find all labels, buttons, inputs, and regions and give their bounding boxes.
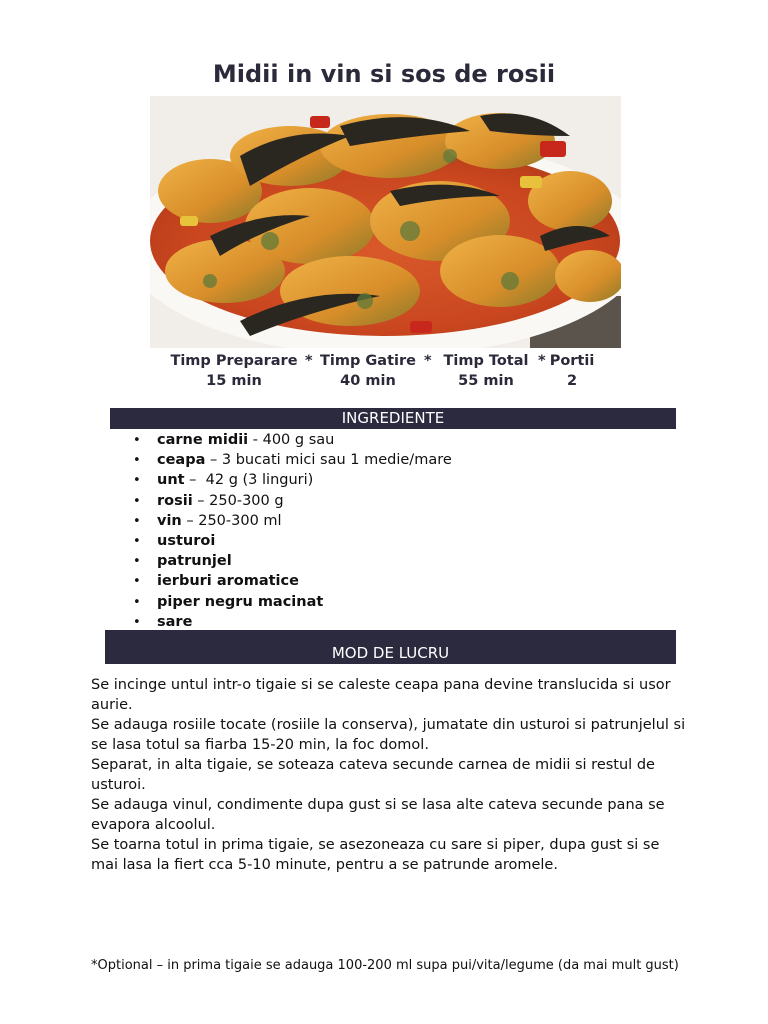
bullet-icon: • xyxy=(133,574,141,590)
ingredient-name: carne midii xyxy=(157,432,249,448)
bullet-icon: • xyxy=(133,554,141,570)
bullet-icon: • xyxy=(133,493,141,509)
prep-time-value: 15 min xyxy=(206,373,262,389)
list-item xyxy=(133,531,452,551)
ingredient-detail: – 250-300 g xyxy=(192,492,284,509)
servings-label: Portii xyxy=(549,353,595,369)
bullet-icon: • xyxy=(133,533,141,549)
bullet-icon: • xyxy=(133,433,141,448)
ingredient-detail: - 400 g sau xyxy=(248,432,335,448)
ingredient-name: unt xyxy=(157,472,185,489)
bullet-icon: • xyxy=(133,513,141,529)
list-item xyxy=(133,551,452,571)
ingredient-name: vin xyxy=(157,512,182,529)
cook-time-label: Timp Gatire xyxy=(320,353,416,369)
step-text: Se adauga vinul, condimente dupa gust si se lasa alte cateva secunde pana se evapora alcoolul. xyxy=(91,797,665,833)
method-steps xyxy=(91,675,691,875)
step-text: Separat, in alta tigaie, se soteaza cateva secunde carnea de midii si restul de usturoi. xyxy=(91,757,655,793)
cook-time xyxy=(318,351,418,391)
ingredient-name: usturoi xyxy=(157,532,216,549)
ingredient-name: piper negru macinat xyxy=(157,593,324,610)
prep-time xyxy=(168,351,300,391)
list-item xyxy=(133,592,452,612)
list-item xyxy=(133,470,452,490)
bullet-icon: • xyxy=(133,614,141,630)
bullet-icon: • xyxy=(133,594,141,610)
ingredient-detail: – 3 bucati mici sau 1 medie/mare xyxy=(205,452,452,469)
ingredient-name: patrunjel xyxy=(157,553,232,570)
separator: * xyxy=(424,353,432,369)
total-time-value: 55 min xyxy=(458,373,514,389)
list-item xyxy=(133,491,452,511)
total-time xyxy=(440,351,532,391)
ingredient-detail: – 42 g (3 linguri) xyxy=(184,472,314,489)
ingredient-name: sare xyxy=(157,613,193,630)
step-text: Se toarna totul in prima tigaie, se asezoneaza cu sare si piper, dupa gust si se mai lasa la fiert cca 5-10 minute, pentru a se patrunde aromele. xyxy=(91,837,660,873)
bullet-icon: • xyxy=(133,453,141,469)
ingredient-name: rosii xyxy=(157,492,193,509)
separator: * xyxy=(538,353,546,369)
list-item xyxy=(133,571,452,591)
step-text: Se incinge untul intr-o tigaie si se caleste ceapa pana devine translucida si usor aurie. xyxy=(91,677,671,713)
ingredient-name: ierburi aromatice xyxy=(157,573,299,590)
ingredients-heading: INGREDIENTE xyxy=(110,408,676,429)
mussels-dish-photo xyxy=(150,96,621,348)
recipe-title: Midii in vin si sos de rosii xyxy=(212,60,556,88)
list-item xyxy=(133,612,452,632)
prep-time-label: Timp Preparare xyxy=(170,353,298,369)
list-item xyxy=(133,430,452,450)
total-time-label: Timp Total xyxy=(443,353,529,369)
separator: * xyxy=(305,353,313,369)
method-heading: MOD DE LUCRU xyxy=(105,630,676,664)
footnote: *Optional – in prima tigaie se adauga 100-200 ml supa pui/vita/legume (da mai mult gust) xyxy=(91,958,679,973)
cook-time-value: 40 min xyxy=(340,373,396,389)
list-item xyxy=(133,450,452,470)
list-item xyxy=(133,511,452,531)
servings-value: 2 xyxy=(566,373,578,389)
step-text: Se adauga rosiile tocate (rosiile la conserva), jumatate din usturoi si patrunjelul si se lasa totul sa fiarba 15-20 min, la foc domol. xyxy=(91,717,686,753)
ingredients-list xyxy=(133,430,452,632)
ingredient-detail: – 250-300 ml xyxy=(181,512,282,529)
ingredient-name: ceapa xyxy=(157,452,206,469)
servings xyxy=(548,351,596,391)
mussels-dish-icon xyxy=(150,96,621,348)
bullet-icon: • xyxy=(133,473,141,489)
